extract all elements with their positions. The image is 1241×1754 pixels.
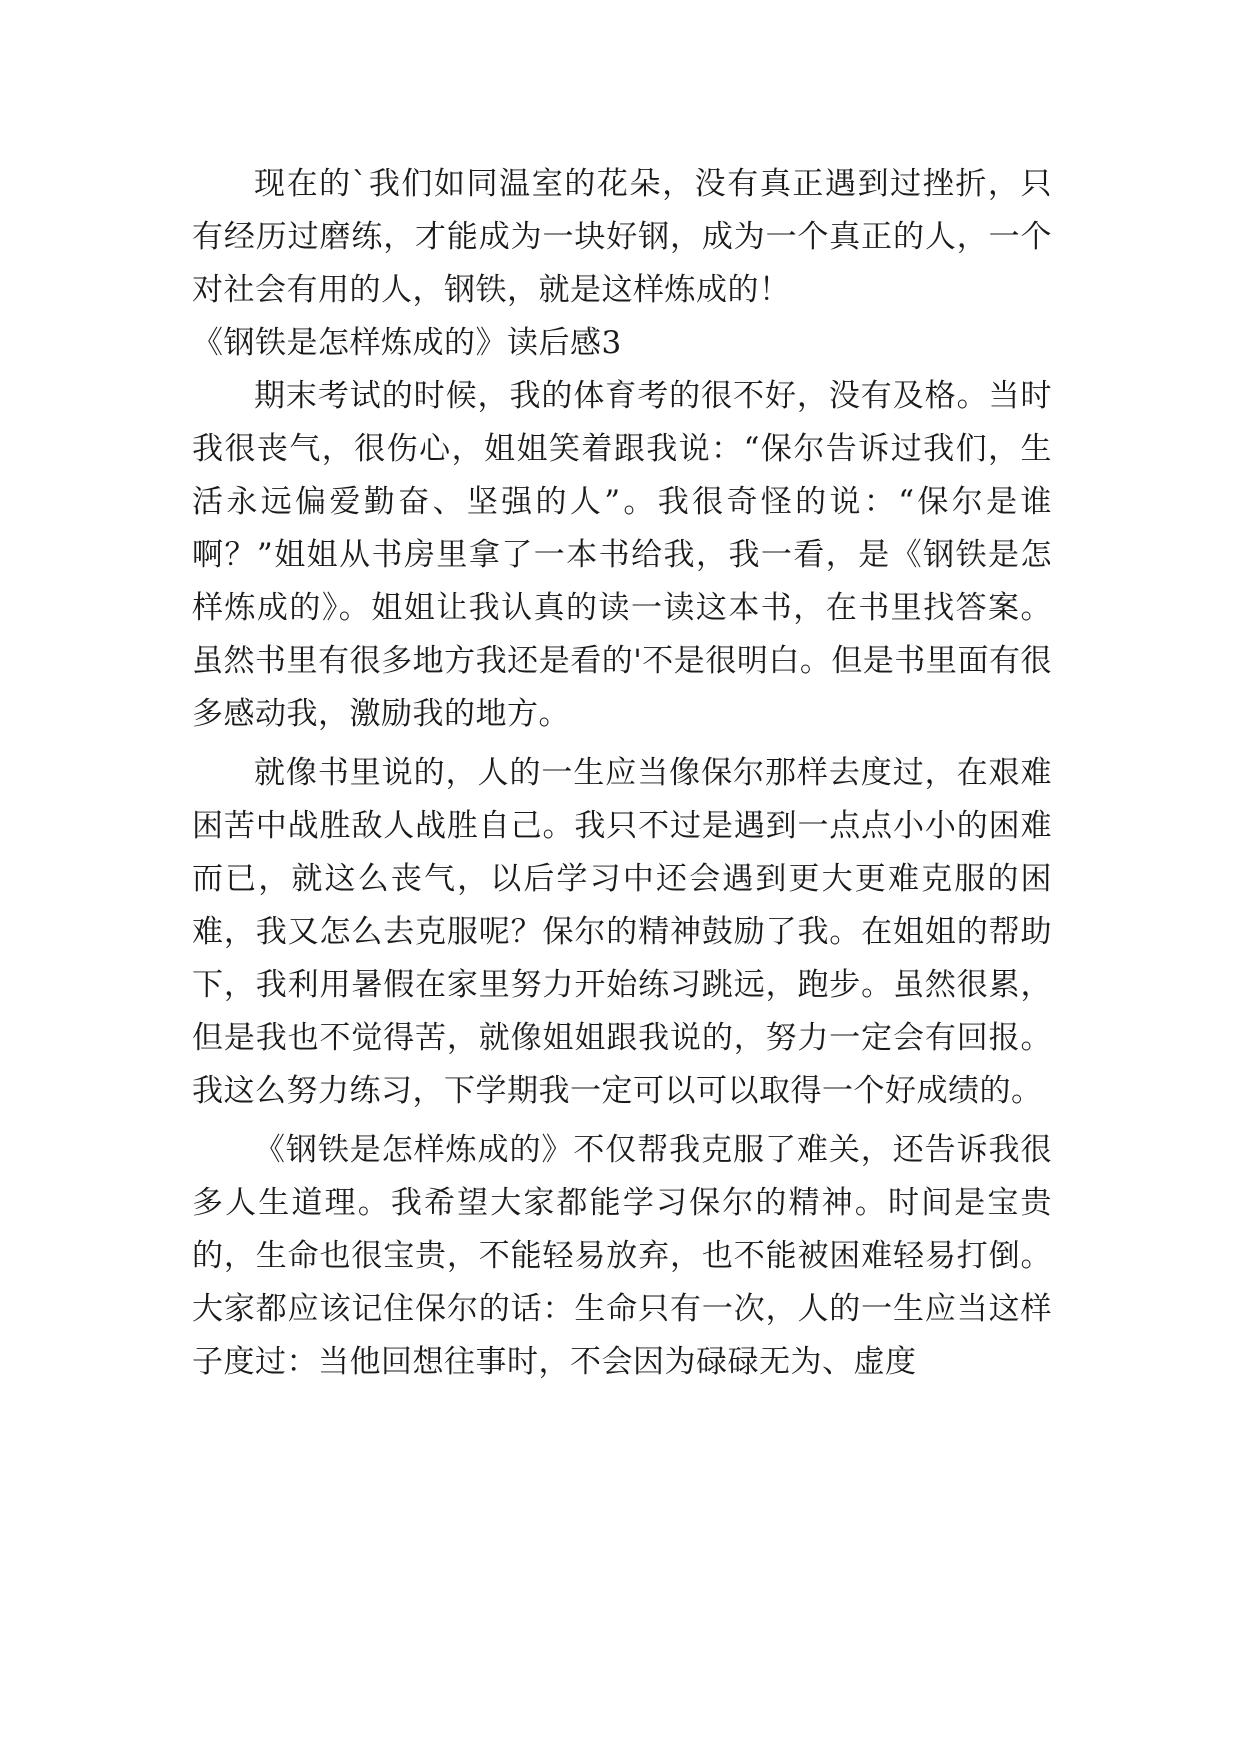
section-heading: 《钢铁是怎样炼成的》读后感3 <box>192 325 622 361</box>
paragraph-3: 就像书里说的，人的一生应当像保尔那样去度过，在艰难困苦中战胜敌人战胜自己。我只不过是遇到一点点小小的困难而已，就这么丧气，以后学习中还会遇到更大更难克服的困难，我又怎么去克服呢？保尔的精神鼓励了我。在姐姐的帮助下，我利用暑假在家里努力开始练习跳远，跑步。虽然很累，但是我也不觉得苦，就像姐姐跟我说的，努力一定会有回报。我这么努力练习，下学期我一定可以可以取得一个好成绩的。 <box>192 755 1052 1109</box>
paragraph-4: 《钢铁是怎样炼成的》不仅帮我克服了难关，还告诉我很多人生道理。我希望大家都能学习保尔的精神。时间是宝贵的，生命也很宝贵，不能轻易放弃，也不能被困难轻易打倒。大家都应该记住保尔的话：生命只有一次，人的一生应当这样子度过：当他回想往事时，不会因为碌碌无为、虚度 <box>192 1132 1052 1380</box>
paragraph-1: 现在的`我们如同温室的花朵，没有真正遇到过挫折，只有经历过磨练，才能成为一块好钢，成为一个真正的人，一个对社会有用的人，钢铁，就是这样炼成的！ <box>192 166 1052 308</box>
document-body <box>192 158 1052 1389</box>
paragraph-2: 期末考试的时候，我的体育考的很不好，没有及格。当时我很丧气，很伤心，姐姐笑着跟我说：“保尔告诉过我们，生活永远偏爱勤奋、坚强的人”。我很奇怪的说：“保尔是谁啊？”姐姐从书房里拿了一本书给我，我一看，是《钢铁是怎样炼成的》。姐姐让我认真的读一读这本书，在书里找答案。虽然书里有很多地方我还是看的'不是很明白。但是书里面有很多感动我，激励我的地方。 <box>192 378 1052 732</box>
